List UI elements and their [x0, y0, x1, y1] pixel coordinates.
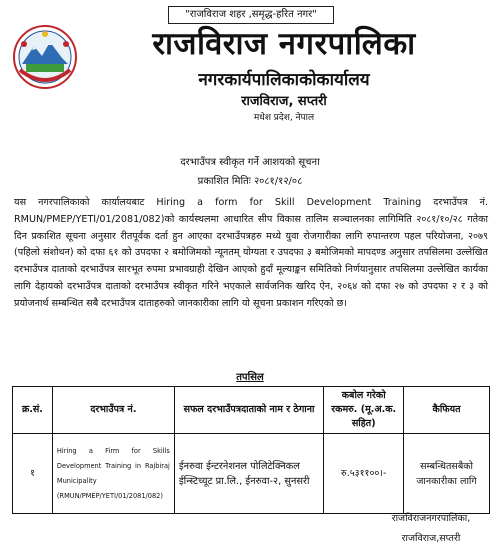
header-remarks: कैफियत	[404, 387, 490, 434]
cell-sn: १	[13, 434, 53, 514]
signature-office: राजविराजनगरपालिका,	[391, 513, 471, 524]
cell-remarks: सम्बन्धितसबैको जानकारीका लागि	[404, 434, 490, 514]
province: मधेश प्रदेश, नेपाल	[253, 113, 315, 123]
header-vendor: सफल दरभाउँपत्रदाताको नाम र ठेगाना	[174, 387, 323, 434]
header-amount: कबोल गरेको रकमरु. (मू.अ.क. सहित)	[324, 387, 404, 434]
table-header-row	[13, 387, 490, 434]
header-doc-no: दरभाउँपत्र नं.	[52, 387, 174, 434]
office-name: नगरकार्यपालिकाकोकार्यालय	[198, 70, 370, 90]
nepal-emblem-icon	[12, 24, 78, 90]
header-sn: क्र.सं.	[13, 387, 53, 434]
slogan: "राजविराज शहर ,समृद्ध-हरित नगर"	[168, 6, 334, 24]
schedule-table	[12, 386, 490, 514]
signature-place: राजविराज,सप्तरी	[401, 533, 461, 544]
city: राजविराज, सप्तरी	[241, 94, 327, 109]
notice-body: यस नगरपालिकाको कार्यालयबाट Hiring a form for Skill Development Training दरभाउँपत्र नं. RMUN/PMEP/YETI/01/2081/082)को कार्यस्थलमा आधारित सीप विकास तालिम सञ्चालनका लागिमिति २०८१/१०/२८ गतेका दिन प्रकाशित सूचना अनुसार रीतपूर्वक दर्ता हुन आएका दरभाउँपत्रहरु मध्ये युवा रोजगारीका लागि रुपान्तरण पहल परियोजना, २०७९ (पहिलो संशोधन) को दफा ६१ को उपदफा २ बमोजिमको न्यूनतम् योग्यता र उपदफा ३ बमोजिमको मापदण्ड अनुसार तपसिलमा उल्लेखित दरभाउँपत्र दाताको दरभाउँपत्र सारभूत रुपमा प्रभावग्राही देखिन आएको हुदाँ मूल्याङ्कन समितिको निर्णयानुसार तपसिलमा उल्लेखित कार्यका लागि देहायको दरभाउँपत्र दाताको दरभाउँपत्र स्वीकृत गरिने भएकाले सार्वजनिक खरिद ऐन, २०६४ को दफा २७ को उपदफा २ र ३ को प्रयोजनार्थ सम्बन्धित सबै दरभाउँपत्र दाताहरुको जानकारीका लागि यो सूचना प्रकाशन गरिएको छ।	[14, 197, 488, 309]
cell-amount: रु.५३११००।-	[324, 434, 404, 514]
published-date: प्रकाशित मितिः २०८१/१२/०८	[197, 176, 303, 187]
cell-vendor: ईनरुवा ईन्टरनेशनल पोलिटेक्निकल ईन्स्टिच्यूट प्रा.लि., ईनरुवा-२, सुनसरी	[174, 434, 323, 514]
org-name: राजविराज नगरपालिका	[152, 26, 416, 62]
schedule-title: तपसिल	[236, 372, 264, 383]
notice-title: दरभाउँपत्र स्वीकृत गर्ने आशयको सूचना	[180, 157, 320, 168]
table-row	[13, 434, 490, 514]
cell-doc-no: Hiring a Firm for Skills Development Training in Rajbiraj Municipality (RMUN/PMEP/YETI/01/2081/082)	[52, 434, 174, 514]
